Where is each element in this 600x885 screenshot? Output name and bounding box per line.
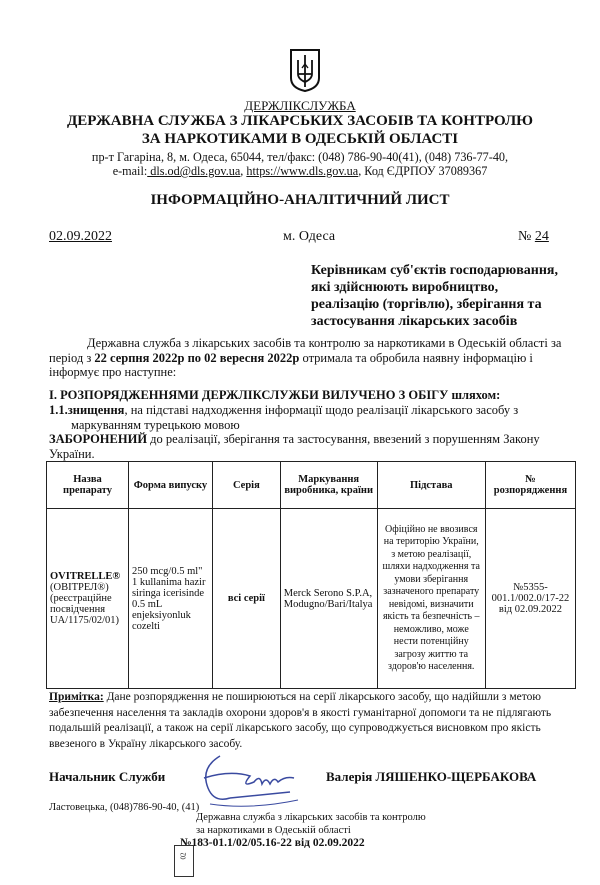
document-date: 02.09.2022 xyxy=(49,229,112,244)
col-header-form: Форма випуску xyxy=(128,462,212,509)
org-full-line-2: ЗА НАРКОТИКАМИ В ОДЕСЬКІЙ ОБЛАСТІ xyxy=(141,131,459,147)
col-header-basis: Підстава xyxy=(377,462,485,509)
note-line xyxy=(49,690,579,706)
drug-table xyxy=(46,461,576,689)
website-link[interactable]: https://www.dls.gov.ua xyxy=(246,164,359,178)
signer-name: Валерія ЛЯШЕНКО-ЩЕРБАКОВА xyxy=(326,769,537,784)
cell-drug-name xyxy=(47,509,129,689)
number-label: № xyxy=(518,229,532,244)
intro-text: отримала та обробила наявну інформацію і xyxy=(299,350,533,365)
forbidden-label: ЗАБОРОНЕНИЙ xyxy=(49,432,148,446)
registration-stamp xyxy=(180,812,460,850)
note-line: подальшій реалізації, а також на серії лікарського засобу, що супроводжується висновком про якість xyxy=(49,722,541,734)
stamp-box xyxy=(174,845,194,877)
forbidden-line: України. xyxy=(49,446,95,461)
intro-paragraph xyxy=(49,336,579,380)
forbidden-line xyxy=(49,432,579,447)
executor-info: Ластовецька, (048)786-90-40, (41) xyxy=(49,802,200,813)
contacts-separator: , xyxy=(240,164,247,178)
item-line: маркуванням турецькою мовою xyxy=(71,417,240,432)
cell-basis: Офіційно не ввозився на територію України, з метою реалізації, шляхи надходження та умови зберігання зазначеного препарату невідомі, визначити якість та безпечність – неможливо, може нести потенційну загрозу життю та здоров'ю населення. xyxy=(377,509,485,689)
stamp-line: за наркотиками в Одеській області xyxy=(196,824,351,836)
addressee-line: реалізацію (торгівлю), зберігання та xyxy=(311,297,542,312)
intro-line: Державна служба з лікарських засобів та контролю за наркотиками в Одеській області за xyxy=(87,336,562,350)
intro-line: інформує про наступне: xyxy=(49,365,177,379)
cell-series: всі серії xyxy=(212,509,280,689)
col-header-marking: Маркування виробника, країни xyxy=(280,462,377,509)
item-line xyxy=(49,403,579,418)
drug-registration: (реєстраційне посвідчення UA/1175/02/01) xyxy=(50,593,120,626)
coat-of-arms-icon xyxy=(289,48,321,92)
document-title: ІНФОРМАЦІЙНО-АНАЛІТИЧНИЙ ЛИСТ xyxy=(150,192,450,208)
email-label: e-mail: xyxy=(112,164,148,178)
signature-mark xyxy=(190,748,310,818)
note-line: ввезеного в Україну лікарського засобу. xyxy=(49,737,243,750)
number-value: 24 xyxy=(534,229,549,244)
cell-order: №5355-001.1/002.0/17-22 від 02.09.2022 xyxy=(485,509,575,689)
edrpou: , Код ЄДРПОУ 37089367 xyxy=(358,164,488,178)
document-city: м. Одеса xyxy=(283,229,336,244)
note-line: забезпечення населення та закладів охорони здоров'я в якості гуманітарної допомоги та не підлягають xyxy=(49,706,552,719)
item-text: , на підставі надходження інформації щодо реалізації лікарського засобу з xyxy=(124,403,519,417)
note-text: Дане розпорядження не поширюються на серії лікарського засобу, що надійшли з метою xyxy=(103,691,541,703)
intro-text: період з xyxy=(49,350,95,365)
stamp-line: Державна служба з лікарських засобів та контролю xyxy=(196,812,426,823)
address-line: пр-т Гагаріна, 8, м. Одеса, 65044, тел/факс: (048) 786-90-40(41), (048) 736-77-40, xyxy=(91,150,509,164)
org-full-line-1: ДЕРЖАВНА СЛУЖБА З ЛІКАРСЬКИХ ЗАСОБІВ ТА КОНТРОЛЮ xyxy=(66,113,534,129)
col-header-order: № розпорядження xyxy=(485,462,575,509)
forbidden-text: до реалізації, зберігання та застосування, ввезений з порушенням Закону xyxy=(147,432,540,446)
item-number: 1.1. xyxy=(49,403,68,417)
org-short: ДЕРЖЛІКСЛУЖБА xyxy=(244,98,356,113)
withdrawal-item xyxy=(49,403,579,461)
addressee-block xyxy=(311,262,558,330)
email-link[interactable]: dls.od@dls.gov.ua xyxy=(147,164,241,178)
table-row xyxy=(47,509,576,689)
contacts-line xyxy=(0,164,600,179)
note-label: Примітка: xyxy=(49,691,104,703)
cell-marking: Merck Serono S.P.A, Modugno/Bari/Italya xyxy=(280,509,377,689)
note-block xyxy=(49,690,579,752)
stamp-registration-number: №183-01.1/02/05.16-22 від 02.09.2022 xyxy=(180,837,365,849)
cell-form: 250 mcg/0.5 ml" 1 kullanima hazir siringa icerisinde 0.5 mL enjeksiyonluk cozelti xyxy=(128,509,212,689)
drug-name: OVITRELLE® xyxy=(50,571,121,582)
addressee-line: застосування лікарських засобів xyxy=(311,314,518,329)
addressee-line: Керівникам суб'єктів господарювання, xyxy=(311,263,558,278)
signer-position: Начальник Служби xyxy=(49,769,166,784)
stamp-side-number: 02 xyxy=(179,852,188,860)
intro-line xyxy=(49,351,579,366)
drug-name-ua: (ОВІТРЕЛ®) xyxy=(50,582,109,593)
col-header-series: Серія xyxy=(212,462,280,509)
document-number xyxy=(518,229,549,245)
period-dates: 22 серпня 2022р по 02 вересня 2022р xyxy=(94,350,300,365)
item-action: знищення xyxy=(67,403,125,417)
addressee-line: які здійснюють виробництво, xyxy=(311,280,499,295)
col-header-drug: Назва препарату xyxy=(47,462,129,509)
table-header-row xyxy=(47,462,576,509)
section-heading: І. РОЗПОРЯДЖЕННЯМИ ДЕРЖЛІКСЛУЖБИ ВИЛУЧЕНО З ОБІГУ шляхом: xyxy=(49,388,501,402)
